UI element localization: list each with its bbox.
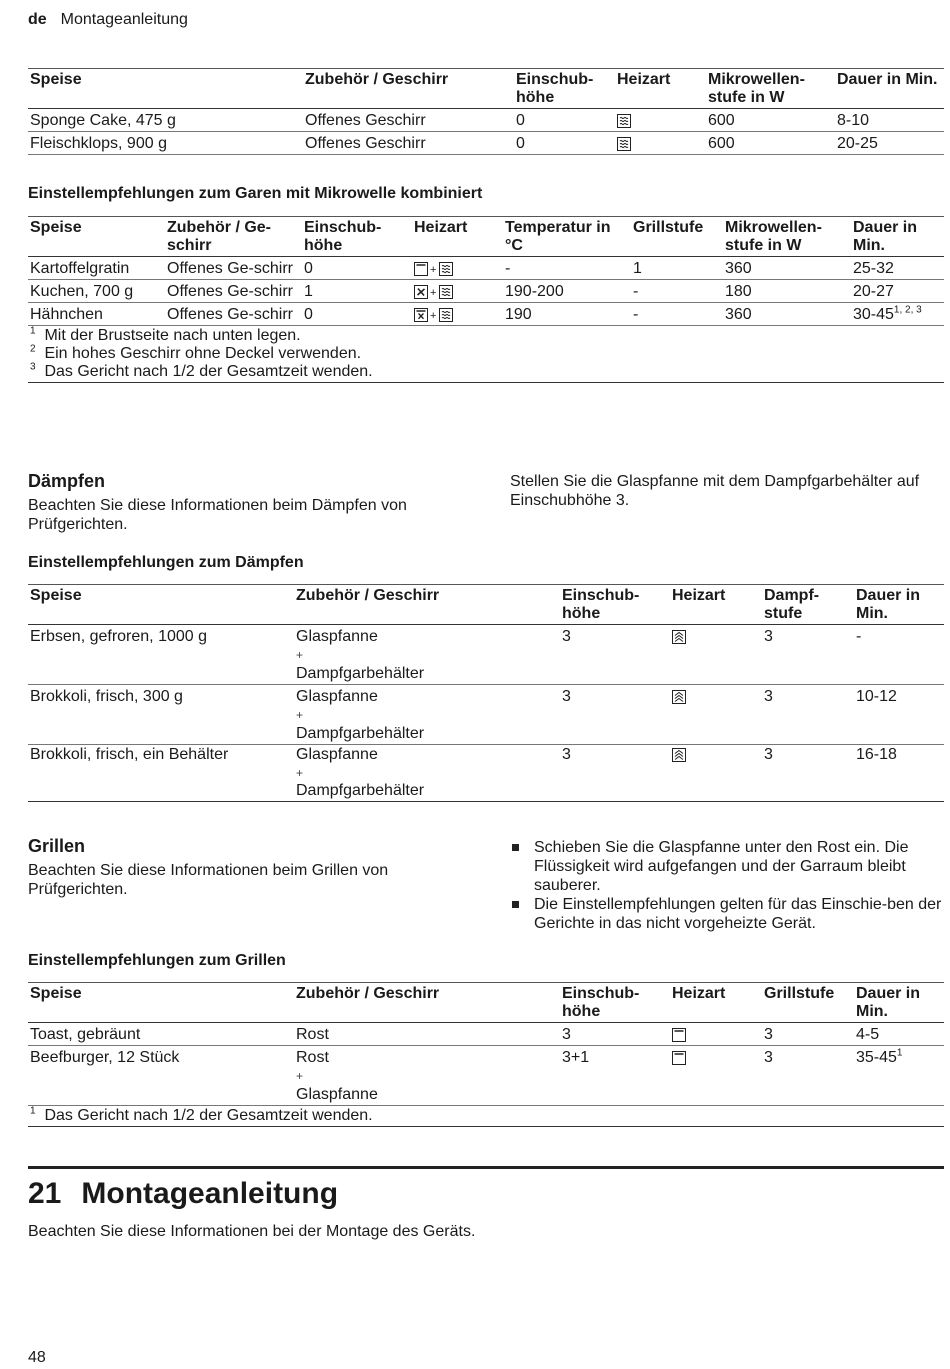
table-row <box>28 257 944 280</box>
svg-text:+: + <box>430 309 437 322</box>
cell-speise: Fleischklops, 900 g <box>30 135 167 152</box>
cell-dauer: 4-5 <box>856 1026 880 1043</box>
cell-dauer: 20-25 <box>837 135 878 152</box>
col-header: Heizart <box>672 587 726 604</box>
cell-stufe: 600 <box>708 135 735 152</box>
table-microwave <box>28 68 944 155</box>
col-header: Speise <box>30 219 82 236</box>
col-header: Einschub-höhe <box>562 587 640 622</box>
col-header: Speise <box>30 985 82 1002</box>
table-row <box>28 685 944 745</box>
cell-speise: Brokkoli, frisch, ein Behälter <box>30 746 229 763</box>
cell-hoehe: 3 <box>562 1026 571 1043</box>
cell-speise: Beefburger, 12 Stück <box>30 1049 180 1066</box>
chapter-intro: Beachten Sie diese Informationen bei der Montage des Geräts. <box>28 1223 476 1240</box>
list-item: Schieben Sie die Glaspfanne unter den Rost ein. Die Flüssigkeit wird aufgefangen und der Garraum bleibt sauberer. <box>510 838 942 895</box>
list-item: Die Einstellempfehlungen gelten für das Einschie-ben der Gerichte in das nicht vorgeheizte Gerät. <box>510 895 942 933</box>
cell-dauer: 20-27 <box>853 283 894 300</box>
cell-hoehe: 1 <box>304 283 313 300</box>
steam-icon <box>672 630 686 644</box>
chapter-heading <box>28 1166 944 1211</box>
cell-speise: Brokkoli, frisch, 300 g <box>30 688 183 705</box>
grillen-bullet-list <box>510 838 942 933</box>
footnote: $^1$ Das Gericht nach 1/2 der Gesamtzeit wenden. <box>30 1105 373 1124</box>
col-header: Mikrowellen-stufe in W <box>708 71 805 106</box>
cell-zubehoer: Glaspfanne + Dampfgarbehälter <box>296 628 425 682</box>
table-row <box>28 303 944 326</box>
header-title: Montageanleitung <box>60 11 188 28</box>
footnote: $^2$ Ein hohes Geschirr ohne Deckel verwenden. <box>30 343 362 362</box>
table-row <box>28 1046 944 1106</box>
col-header: Dauer in Min. <box>837 71 938 88</box>
col-header: Heizart <box>414 219 468 236</box>
hot-air-plus-microwave-icon <box>414 285 454 299</box>
cell-temp: 190 <box>505 306 532 323</box>
table-row <box>28 132 944 155</box>
section-heading-grillen: Grillen <box>28 836 86 856</box>
cell-speise: Hähnchen <box>30 306 103 323</box>
col-header: Speise <box>30 587 82 604</box>
col-header: Zubehör / Geschirr <box>296 985 440 1002</box>
table-row <box>28 625 944 685</box>
cell-zubehoer: Offenes Geschirr <box>305 112 426 129</box>
grillen-intro: Beachten Sie diese Informationen beim Grillen von Prüfgerichten. <box>28 862 389 898</box>
cell-hoehe: 3+1 <box>562 1049 590 1066</box>
steam-icon <box>672 748 686 762</box>
cell-speise: Kuchen, 700 g <box>30 283 134 300</box>
cell-dauer: 16-18 <box>856 746 897 763</box>
cell-hoehe: 3 <box>562 746 571 763</box>
col-header: Temperatur in °C <box>505 219 611 254</box>
cell-stufe: 180 <box>725 283 752 300</box>
cell-zubehoer: Glaspfanne + Dampfgarbehälter <box>296 688 425 742</box>
cell-stufe: 3 <box>764 1026 773 1043</box>
hot-air-grill-plus-microwave-icon <box>414 308 454 322</box>
table-steam <box>28 584 944 802</box>
page-number: 48 <box>28 1349 46 1366</box>
table-header-row <box>28 983 944 1023</box>
cell-stufe: 360 <box>725 260 752 277</box>
cell-hoehe: 0 <box>304 306 313 323</box>
cell-stufe: 600 <box>708 112 735 129</box>
cell-zubehoer: Offenes Ge-schirr <box>167 283 293 300</box>
cell-dauer: 25-32 <box>853 260 894 277</box>
cell-hoehe: 3 <box>562 688 571 705</box>
col-header: Dauer in Min. <box>856 587 921 622</box>
cell-stufe: 3 <box>764 746 773 763</box>
cell-hoehe: 0 <box>516 135 525 152</box>
chapter-title: Montageanleitung <box>81 1177 339 1210</box>
cell-zubehoer: Rost + Glaspfanne <box>296 1049 378 1103</box>
col-header: Zubehör / Geschirr <box>296 587 440 604</box>
table-header-row <box>28 69 944 109</box>
col-header: Dampf-stufe <box>764 587 820 622</box>
cell-zubehoer: Offenes Ge-schirr <box>167 306 293 323</box>
col-header: Heizart <box>617 71 671 88</box>
col-header: Einschub-höhe <box>304 219 382 254</box>
col-header: Grillstufe <box>633 219 704 236</box>
cell-dauer: 8-10 <box>837 112 870 129</box>
table-grill <box>28 982 944 1127</box>
footnote: $^3$ Das Gericht nach 1/2 der Gesamtzeit wenden. <box>30 361 373 380</box>
cell-stufe: 3 <box>764 688 773 705</box>
table-header-row <box>28 585 944 625</box>
language-code: de <box>28 11 47 28</box>
cell-zubehoer: Offenes Ge-schirr <box>167 260 293 277</box>
cell-stufe: 360 <box>725 306 752 323</box>
table-footnotes <box>28 1106 944 1127</box>
daempfen-note: Stellen Sie die Glaspfanne mit dem Dampfgarbehälter auf Einschubhöhe 3. <box>510 473 920 509</box>
grill-icon <box>672 1051 686 1065</box>
col-header: Dauer in Min. <box>853 219 918 254</box>
table-footnotes <box>28 326 944 383</box>
cell-hoehe: 0 <box>304 260 313 277</box>
col-header: Grillstufe <box>764 985 835 1002</box>
cell-dauer: - <box>856 628 862 645</box>
table-row <box>28 745 944 802</box>
cell-speise: Sponge Cake, 475 g <box>30 112 176 129</box>
page-header <box>28 10 188 29</box>
svg-text:+: + <box>430 263 437 276</box>
grill-icon <box>672 1028 686 1042</box>
section-title-grill: Einstellempfehlungen zum Grillen <box>28 952 286 969</box>
col-header: Mikrowellen-stufe in W <box>725 219 822 254</box>
cell-stufe: 3 <box>764 628 773 645</box>
section-title-microwave-combined: Einstellempfehlungen zum Garen mit Mikrowelle kombiniert <box>28 185 483 202</box>
cell-dauer: 10-12 <box>856 688 897 705</box>
table-microwave-combined <box>28 216 944 383</box>
cell-speise: Erbsen, gefroren, 1000 g <box>30 628 208 645</box>
cell-grill: - <box>633 306 639 323</box>
steam-icon <box>672 690 686 704</box>
col-header: Dauer in Min. <box>856 985 921 1020</box>
col-header: Zubehör / Ge-schirr <box>167 219 271 254</box>
col-header: Einschub-höhe <box>562 985 640 1020</box>
cell-dauer: $35-45^1$ <box>856 1047 903 1066</box>
svg-text:+: + <box>430 286 437 299</box>
table-row <box>28 109 944 132</box>
cell-temp: 190-200 <box>505 283 564 300</box>
cell-hoehe: 3 <box>562 628 571 645</box>
col-header: Zubehör / Geschirr <box>305 71 449 88</box>
chapter-number: 21 <box>28 1177 62 1210</box>
cell-speise: Kartoffelgratin <box>30 260 130 277</box>
cell-zubehoer: Rost <box>296 1026 329 1043</box>
table-header-row <box>28 217 944 257</box>
cell-grill: 1 <box>633 260 642 277</box>
cell-dauer: 30-45$^{1, 2, 3}$ <box>853 304 922 323</box>
daempfen-intro: Beachten Sie diese Informationen beim Dämpfen von Prüfgerichten. <box>28 497 407 533</box>
section-title-steam: Einstellempfehlungen zum Dämpfen <box>28 554 304 571</box>
cell-hoehe: 0 <box>516 112 525 129</box>
microwave-icon <box>617 137 631 151</box>
cell-zubehoer: Offenes Geschirr <box>305 135 426 152</box>
cell-temp: - <box>505 260 511 277</box>
table-row <box>28 1023 944 1046</box>
cell-speise: Toast, gebräunt <box>30 1026 141 1043</box>
section-heading-daempfen: Dämpfen <box>28 471 106 491</box>
col-header: Einschub-höhe <box>516 71 594 106</box>
microwave-icon <box>617 114 631 128</box>
cell-stufe: 3 <box>764 1049 773 1066</box>
col-header: Speise <box>30 71 82 88</box>
table-row <box>28 280 944 303</box>
grill-plus-microwave-icon <box>414 262 454 276</box>
cell-zubehoer: Glaspfanne + Dampfgarbehälter <box>296 746 425 799</box>
footnote: $^1$ Mit der Brustseite nach unten legen. <box>30 325 301 344</box>
col-header: Heizart <box>672 985 726 1002</box>
cell-grill: - <box>633 283 639 300</box>
